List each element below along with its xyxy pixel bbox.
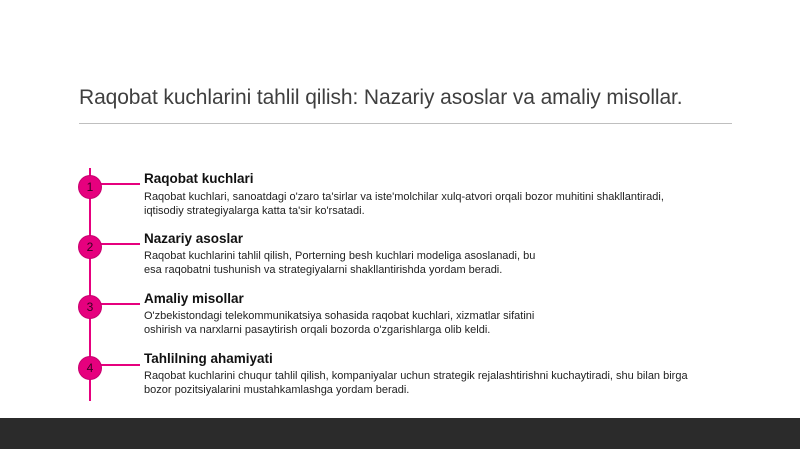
item-heading: Nazariy asoslar	[144, 231, 244, 246]
step-marker-4: 4	[79, 357, 101, 379]
slide-title: Raqobat kuchlarini tahlil qilish: Nazariy asoslar va amaliy misollar.	[79, 86, 683, 109]
step-marker-2: 2	[79, 236, 101, 258]
item-heading: Tahlilning ahamiyati	[144, 351, 273, 366]
item-heading: Raqobat kuchlari	[144, 171, 254, 186]
step-marker-1: 1	[79, 176, 101, 198]
item-description: Raqobat kuchlarini chuqur tahlil qilish, kompaniyalar uchun strategik rejalashtirishni kuchaytiradi, shu bilan birga bozor pozitsiyalarini mustahkamlashga yordam beradi.	[144, 370, 688, 396]
timeline-connector	[100, 243, 140, 245]
bottom-bar	[0, 418, 800, 449]
timeline-connector	[100, 303, 140, 305]
timeline-connector	[100, 183, 140, 185]
item-description: O'zbekistondagi telekommunikatsiya sohasida raqobat kuchlari, xizmatlar sifatini oshirish va narxlarni pasaytirish orqali bozorda o'zgarishlarga olib keldi.	[144, 310, 535, 336]
title-divider	[79, 123, 732, 124]
step-marker-3: 3	[79, 296, 101, 318]
timeline-connector	[100, 364, 140, 366]
item-description: Raqobat kuchlari, sanoatdagi o'zaro ta'sirlar va iste'molchilar xulq-atvori orqali bozor muhitini shakllantiradi, iqtisodiy strategiyalarga katta ta'sir ko'rsatadi.	[144, 191, 664, 217]
item-description: Raqobat kuchlarini tahlil qilish, Porterning besh kuchlari modeliga asoslanadi, bu esa raqobatni tushunish va strategiyalarni shakllantirishda yordam beradi.	[144, 250, 536, 276]
item-heading: Amaliy misollar	[144, 291, 244, 306]
